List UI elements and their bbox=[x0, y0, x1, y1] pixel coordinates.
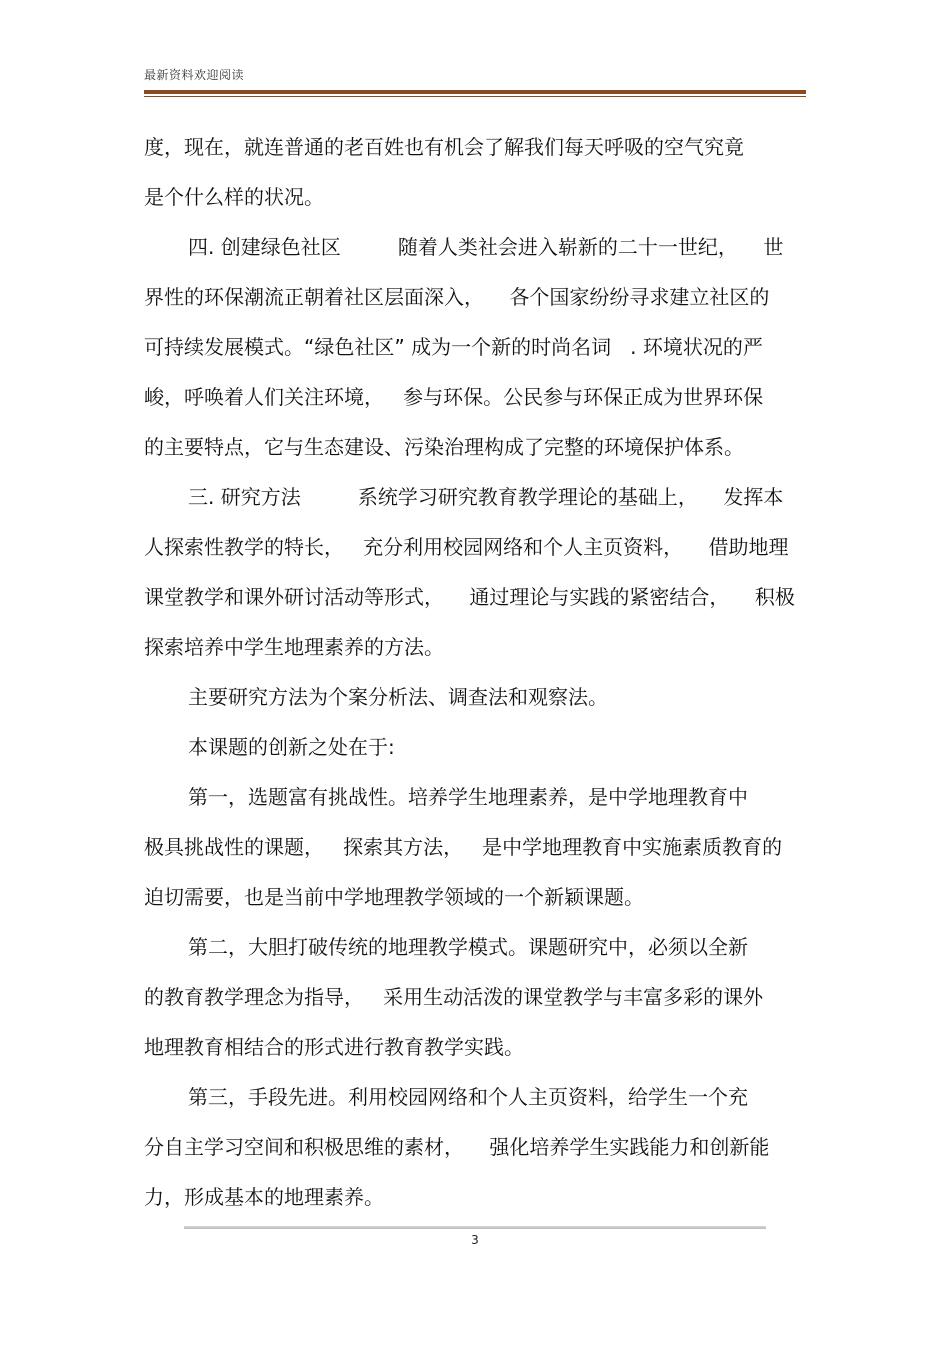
text-line: 度，现在，就连普通的老百姓也有机会了解我们每天呼吸的空气究竟 bbox=[144, 135, 744, 159]
text-line: 地理教育相结合的形式进行教育教学实践。 bbox=[144, 1035, 524, 1059]
text-line: 第一，选题富有挑战性。培养学生地理素养，是中学地理教育中 bbox=[188, 785, 748, 809]
text-line: 第三，手段先进。利用校园网络和个人主页资料，给学生一个充 bbox=[188, 1085, 748, 1109]
text-line: 峻，呼唤着人们关注环境， 参与环保。公民参与环保正成为世界环保 bbox=[144, 385, 764, 409]
text-line: 的主要特点，它与生态建设、污染治理构成了完整的环境保护体系。 bbox=[144, 435, 744, 459]
text-line: 界性的环保潮流正朝着社区层面深入， 各个国家纷纷寻求建立社区的 bbox=[144, 285, 770, 309]
text-line: 人探索性教学的特长， 充分利用校园网络和个人主页资料， 借助地理 bbox=[144, 535, 789, 559]
text-line: 力，形成基本的地理素养。 bbox=[144, 1185, 384, 1209]
header-rule bbox=[144, 90, 806, 94]
text-line: 探索培养中学生地理素养的方法。 bbox=[144, 635, 444, 659]
text-line: 迫切需要，也是当前中学地理教学领域的一个新颖课题。 bbox=[144, 885, 644, 909]
text-line: 三. 研究方法 系统学习研究教育教学理论的基础上， 发挥本 bbox=[188, 485, 784, 509]
text-line: 本课题的创新之处在于: bbox=[188, 735, 395, 759]
page-number: 3 bbox=[471, 1233, 479, 1247]
text-line: 可持续发展模式。“绿色社区” 成为一个新的时尚名词 . 环境状况的严 bbox=[144, 335, 763, 359]
header-label: 最新资料欢迎阅读 bbox=[144, 68, 245, 82]
text-line: 第二，大胆打破传统的地理教学模式。课题研究中，必须以全新 bbox=[188, 935, 748, 959]
header-rule-thin bbox=[144, 96, 806, 97]
text-line: 四. 创建绿色社区 随着人类社会进入崭新的二十一世纪， 世 bbox=[188, 235, 784, 259]
text-line: 是个什么样的状况。 bbox=[144, 185, 324, 209]
document-body bbox=[144, 122, 806, 1222]
text-line: 主要研究方法为个案分析法、调查法和观察法。 bbox=[188, 685, 608, 709]
text-line: 极具挑战性的课题， 探索其方法， 是中学地理教育中实施素质教育的 bbox=[144, 835, 783, 859]
footer-rule bbox=[184, 1226, 766, 1229]
text-line: 分自主学习空间和积极思维的素材， 强化培养学生实践能力和创新能 bbox=[144, 1135, 770, 1159]
text-line: 课堂教学和课外研讨活动等形式， 通过理论与实践的紧密结合， 积极 bbox=[144, 585, 795, 609]
text-line: 的教育教学理念为指导， 采用生动活泼的课堂教学与丰富多彩的课外 bbox=[144, 985, 764, 1009]
